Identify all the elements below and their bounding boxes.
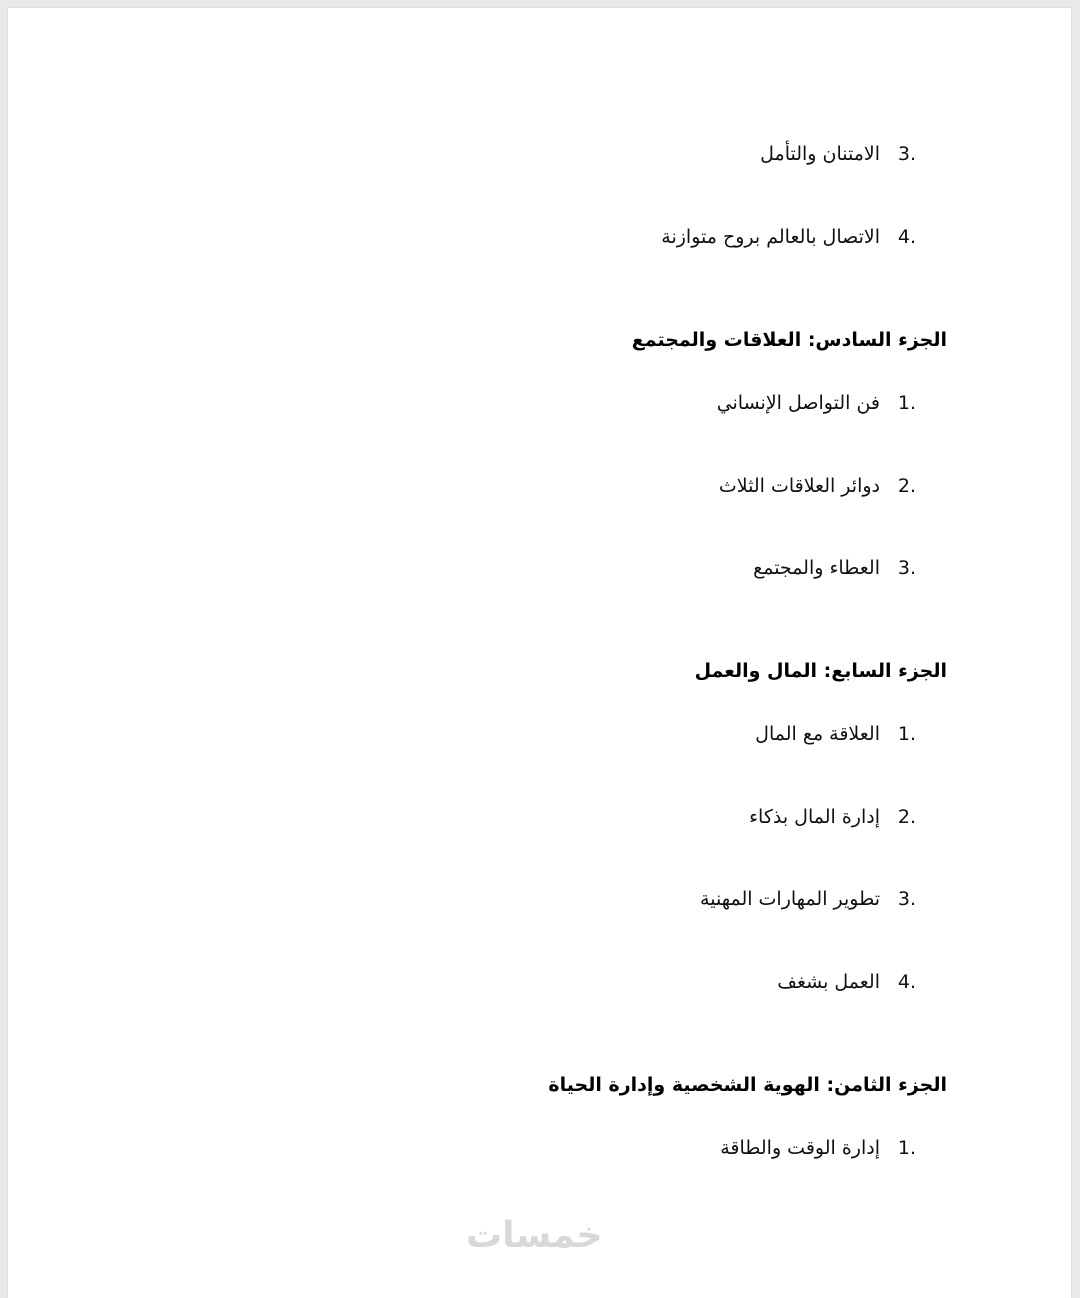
watermark-logo: خمسات xyxy=(466,1215,603,1256)
list-item-number: .1 xyxy=(897,1137,916,1159)
list-item xyxy=(760,140,916,168)
list-item xyxy=(700,885,916,913)
list-item-number: .3 xyxy=(897,888,916,910)
list-item-number: .1 xyxy=(897,392,916,414)
list-item-text: العطاء والمجتمع xyxy=(753,557,880,579)
document-content xyxy=(8,8,1071,1298)
list-item-number: .1 xyxy=(897,723,916,745)
list-item-number: .4 xyxy=(897,226,916,248)
list-item xyxy=(719,472,916,500)
list-item-number: .3 xyxy=(897,557,916,579)
section-heading: الجزء السابع: المال والعمل xyxy=(694,660,947,682)
list-item xyxy=(755,720,916,748)
list-item-text: الامتنان والتأمل xyxy=(760,143,880,165)
list-item xyxy=(753,554,916,582)
list-item-number: .2 xyxy=(897,475,916,497)
list-item-text: إدارة الوقت والطاقة xyxy=(720,1137,880,1159)
list-item xyxy=(720,1134,916,1162)
list-item xyxy=(717,389,916,417)
list-item-text: تطوير المهارات المهنية xyxy=(700,888,880,910)
list-item-text: العمل بشغف xyxy=(777,971,880,993)
list-item-text: إدارة المال بذكاء xyxy=(749,806,880,828)
list-item-number: .3 xyxy=(897,143,916,165)
list-item-text: الاتصال بالعالم بروح متوازنة xyxy=(661,226,880,248)
list-item-text: دوائر العلاقات الثلاث xyxy=(718,475,880,497)
list-item xyxy=(661,223,916,251)
list-item xyxy=(749,803,916,831)
list-item-text: العلاقة مع المال xyxy=(755,723,880,745)
document-page xyxy=(8,8,1071,1298)
list-item-text: فن التواصل الإنساني xyxy=(716,392,880,414)
list-item-number: .4 xyxy=(897,971,916,993)
section-heading: الجزء السادس: العلاقات والمجتمع xyxy=(631,329,947,351)
list-item xyxy=(777,968,916,996)
section-heading: الجزء الثامن: الهوية الشخصية وإدارة الحياة xyxy=(548,1074,947,1096)
list-item-number: .2 xyxy=(897,806,916,828)
